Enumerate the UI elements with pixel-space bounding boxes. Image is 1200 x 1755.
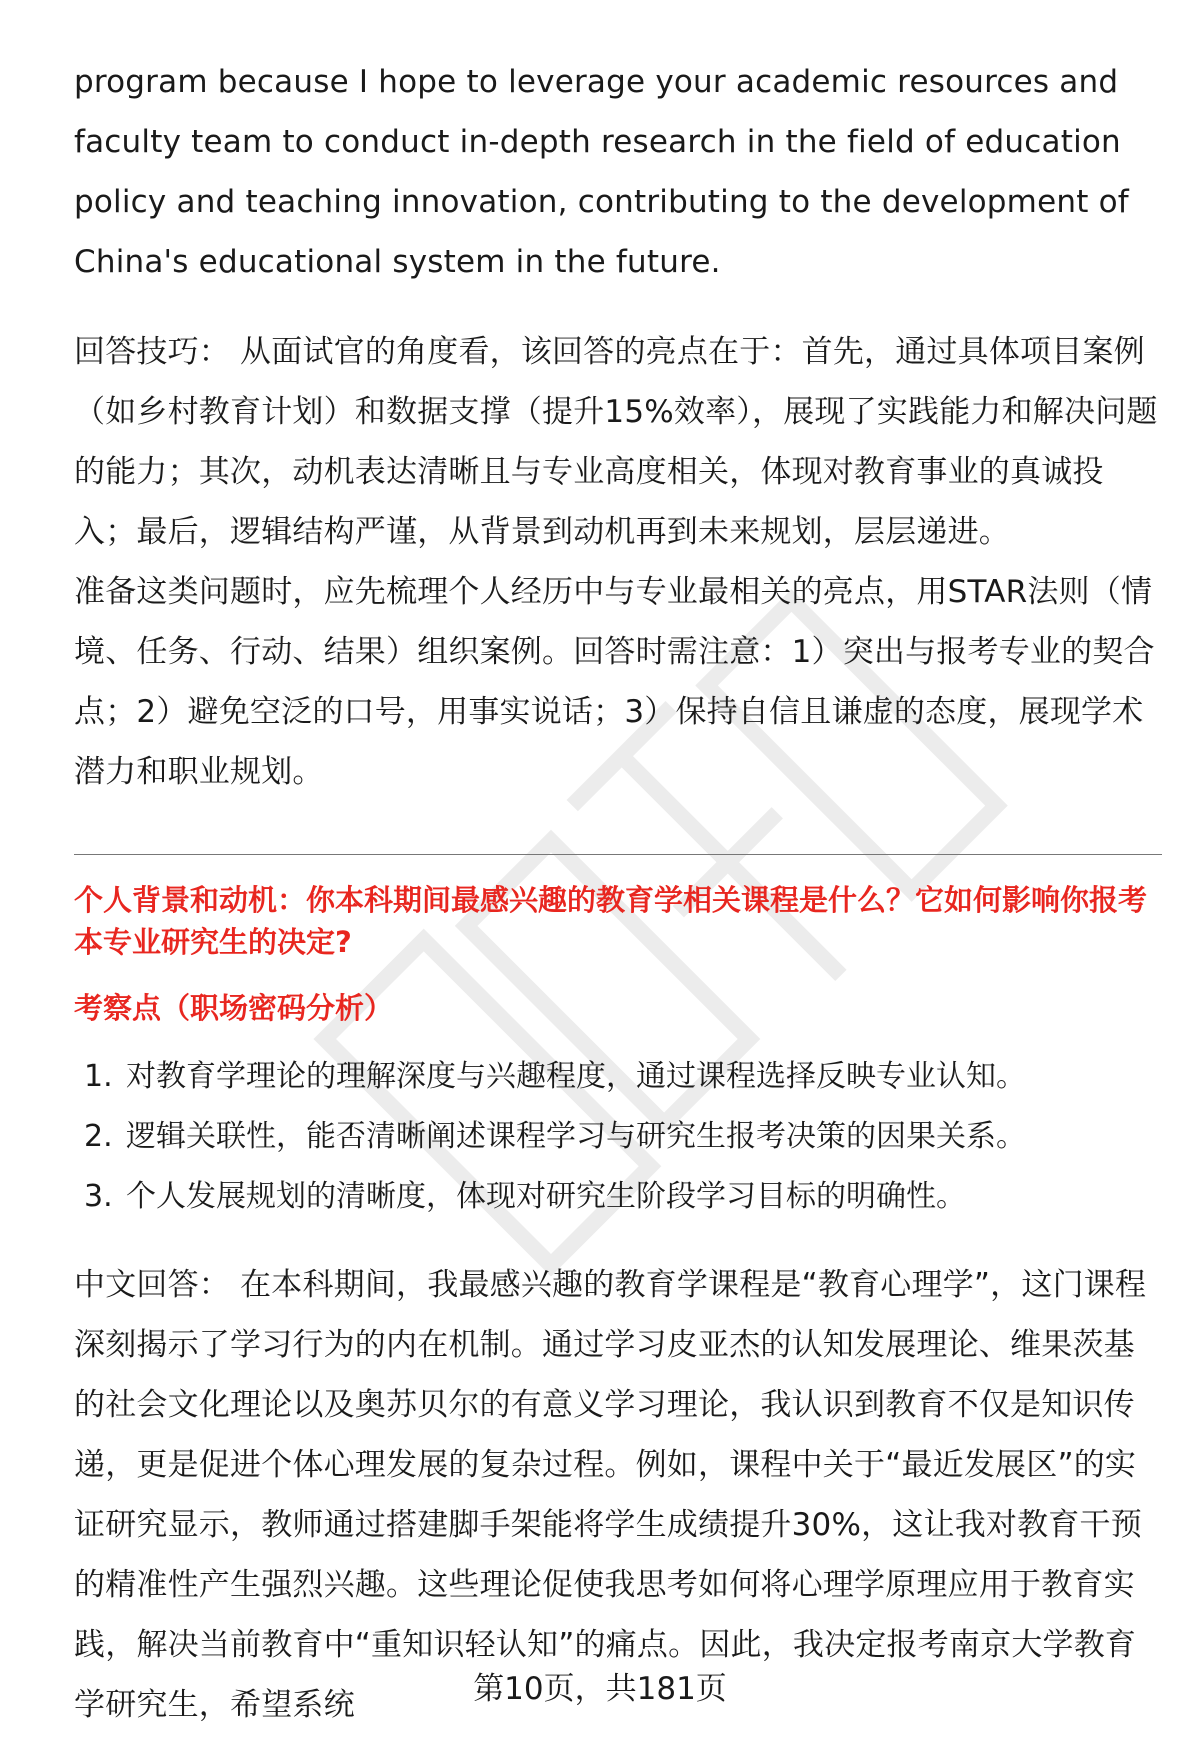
- list-item-number: 1.: [84, 1059, 113, 1094]
- list-item-text: 逻辑关联性，能否清晰阐述课程学习与研究生报考决策的因果关系。: [126, 1119, 1026, 1154]
- list-item: [84, 1047, 1162, 1107]
- list-item-number: 3.: [84, 1179, 113, 1214]
- assessment-points-title: 考察点（职场密码分析）: [74, 991, 394, 1025]
- chinese-answer-paragraph: 中文回答： 在本科期间，我最感兴趣的教育学课程是“教育心理学”，这门课程深刻揭示了学习行为的内在机制。通过学习皮亚杰的认知发展理论、维果茨基的社会文化理论以及奥苏贝尔的有意义学习理论，我认识到教育不仅是知识传递，更是促进个体心理发展的复杂过程。例如，课程中关于“最近发展区”的实证研究显示，教师通过搭建脚手架能将学生成绩提升30%，这让我对教育干预的精准性产生强烈兴趣。这些理论促使我思考如何将心理学原理应用于教育实践，解决当前教育中“重知识轻认知”的痛点。因此，我决定报考南京大学教育学研究生，希望系统: [74, 1267, 1147, 1723]
- document-page: [74, 52, 1162, 1735]
- question-heading: 个人背景和动机：你本科期间最感兴趣的教育学相关课程是什么？它如何影响你报考本专业研究生的决定?: [74, 883, 1148, 959]
- list-item: [84, 1167, 1162, 1227]
- section-divider: [74, 854, 1162, 855]
- list-item-text: 个人发展规划的清晰度，体现对研究生阶段学习目标的明确性。: [126, 1179, 966, 1214]
- preparation-paragraph: 准备这类问题时，应先梳理个人经历中与专业最相关的亮点，用STAR法则（情境、任务、行动、结果）组织案例。回答时需注意：1）突出与报考专业的契合点；2）避免空泛的口号，用事实说话；3）保持自信且谦虚的态度，展现学术潜力和职业规划。: [74, 574, 1155, 790]
- assessment-points-list: [74, 1047, 1162, 1227]
- answer-tips-paragraph: 回答技巧： 从面试官的角度看，该回答的亮点在于：首先，通过具体项目案例（如乡村教育计划）和数据支撑（提升15%效率），展现了实践能力和解决问题的能力；其次，动机表达清晰且与专业高度相关，体现对教育事业的真诚投入；最后，逻辑结构严谨，从背景到动机再到未来规划，层层递进。: [74, 334, 1158, 550]
- list-item: [84, 1107, 1162, 1167]
- list-item-text: 对教育学理论的理解深度与兴趣程度，通过课程选择反映专业认知。: [126, 1059, 1026, 1094]
- list-item-number: 2.: [84, 1119, 113, 1154]
- page-number-footer: 第10页，共181页: [473, 1671, 727, 1707]
- intro-paragraph: program because I hope to leverage your academic resources and faculty team to conduct in-depth research in the field of education policy and teaching innovation, contributing to the development of China's educational system in the future.: [74, 64, 1129, 280]
